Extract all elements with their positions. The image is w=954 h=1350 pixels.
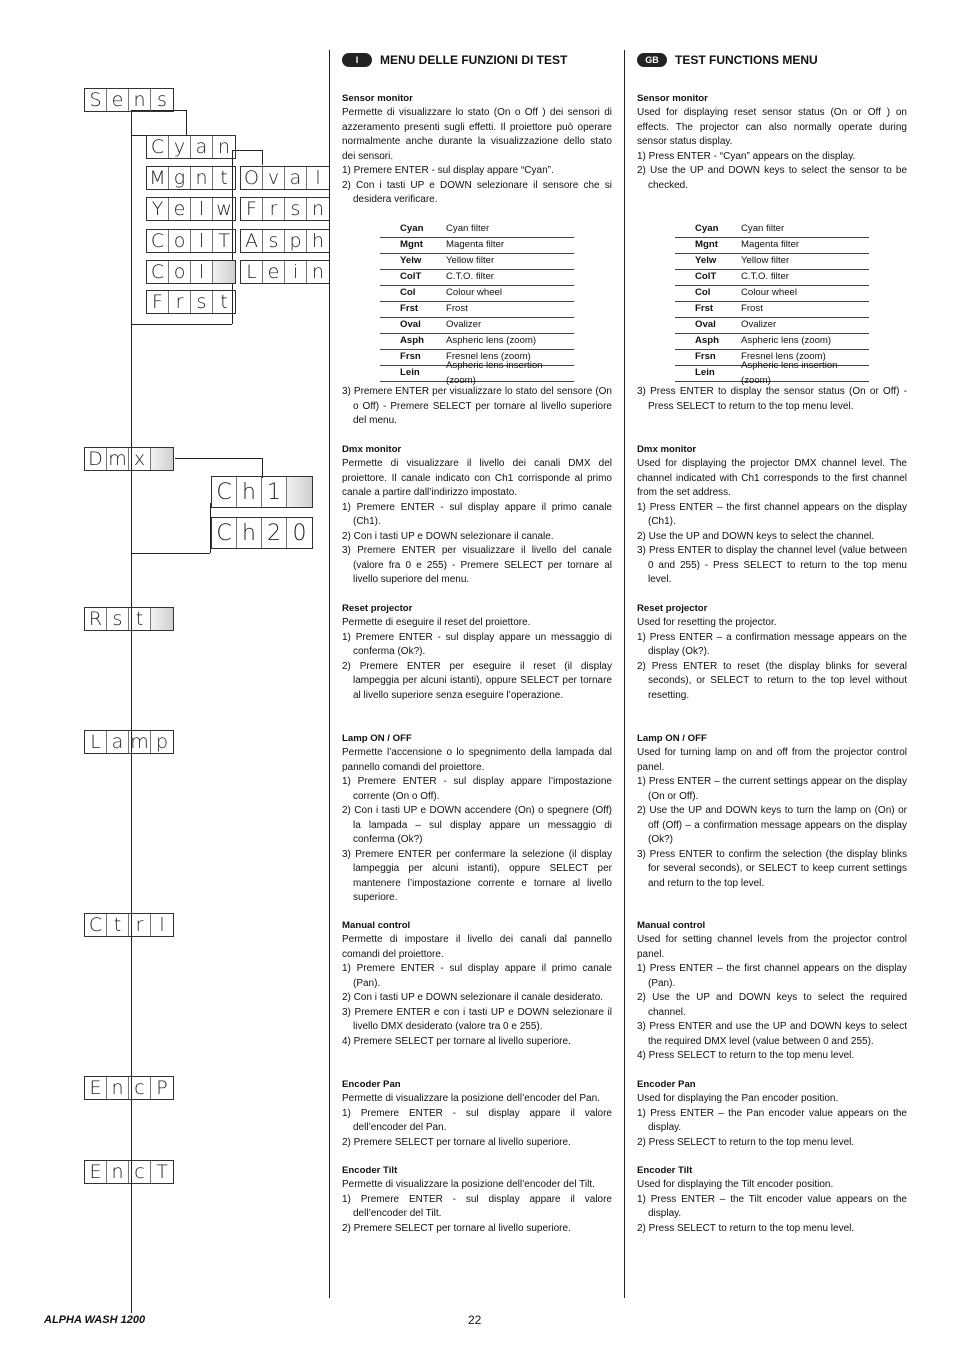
display-char: P: [156, 1077, 168, 1099]
section-steps: [342, 631, 612, 704]
display-char: C: [212, 518, 237, 548]
language-badge: GB: [637, 53, 667, 67]
list-item: 1) Press ENTER – the first channel appears on the display (Pan).: [637, 963, 907, 989]
sensor-description: Colour wheel: [446, 287, 502, 299]
section-title: Sensor monitor: [637, 93, 708, 104]
display-char: r: [169, 291, 191, 313]
section-paragraph: Used for displaying the Pan encoder position.: [637, 1093, 839, 1104]
display-char: C: [147, 136, 169, 158]
column-english: [637, 52, 907, 1302]
sensor-code: Lein: [695, 367, 715, 379]
list-item: 2) Premere SELECT per tornare al livello superiore.: [342, 1136, 571, 1148]
tree-line-right-top-down: [262, 150, 263, 165]
section-paragraph: Used for displaying the projector DMX channel level. The channel indicated with Ch1 corresponds to the first channel from the set address.: [637, 458, 907, 498]
display-char: n: [129, 89, 151, 111]
display-char: y: [169, 136, 191, 158]
section-steps: [342, 1193, 612, 1237]
display-char: p: [155, 731, 169, 753]
tree-line-dmx-down: [262, 458, 263, 478]
sensor-code: Lein: [400, 367, 420, 379]
display-char: F: [241, 198, 263, 220]
table-row: [675, 360, 869, 386]
sensor-description: Aspheric lens (zoom): [741, 335, 832, 347]
sensor-description: Magenta filter: [446, 239, 505, 251]
sensor-description: C.T.O. filter: [446, 271, 494, 283]
sensor-description: Aspheric lens insertion (zoom): [741, 360, 838, 386]
section-title: Encoder Tilt: [637, 1165, 693, 1176]
section-lamp: [637, 732, 907, 891]
section-title: Reset projector: [342, 603, 413, 614]
display-char: x: [129, 448, 151, 470]
sensor-code: Frst: [695, 303, 714, 315]
section-sensor-monitor: [637, 92, 907, 193]
list-item: 1) Press ENTER – the Pan encoder value appears on the display.: [637, 1107, 907, 1133]
display-char: n: [311, 261, 325, 283]
table-row: [380, 334, 574, 350]
display-char: C: [147, 230, 169, 252]
table-row: [675, 286, 869, 302]
list-item: 3) Press ENTER to display the sensor status (On or Off) - Press SELECT to return to the top menu level.: [637, 386, 907, 412]
tree-line-sens-down: [186, 110, 187, 135]
footer-product-name: ALPHA WASH 1200: [44, 1314, 146, 1326]
section-paragraph: Permette di eseguire il reset del proiettore.: [342, 617, 531, 628]
display-char: l: [191, 198, 213, 220]
display-sens: [84, 88, 174, 112]
display-char: C: [147, 261, 169, 283]
display-char: s: [285, 198, 307, 220]
sensor-code: Frst: [400, 303, 419, 315]
display-char: M: [147, 167, 169, 189]
display-char: n: [191, 167, 213, 189]
list-item: 2) Use the UP and DOWN keys to select the channel.: [637, 530, 875, 542]
display-char: T: [218, 230, 230, 252]
section-steps: [637, 775, 907, 891]
section-paragraph: Used for resetting the projector.: [637, 617, 777, 628]
page-number: 22: [468, 1313, 482, 1327]
section-lamp: [342, 732, 612, 906]
display-char: t: [220, 167, 228, 189]
section-paragraph: Permette di visualizzare il livello dei canali DMX del proiettore. Il canale indicato con Ch1 corrisponde al primo canale a partire dall’indirizzo impostato.: [342, 458, 612, 498]
list-item: 3) Premere ENTER per visualizzare il livello del canale (valore fra 0 e 255) - Premere SELECT per tornare al livello superiore del menu.: [342, 545, 612, 585]
sensor-code: Yelw: [400, 255, 422, 267]
section-title: Encoder Pan: [342, 1079, 401, 1090]
section-paragraph: Used for turning lamp on and off from the projector control panel.: [637, 747, 907, 773]
display-dmx: [84, 447, 174, 471]
display-char: E: [85, 1161, 107, 1183]
display-enct: [84, 1160, 174, 1184]
list-item: 1) Press ENTER – the first channel appears on the display (Ch1).: [637, 501, 907, 527]
tree-line-sub: [131, 135, 132, 325]
section-paragraph: Permette di visualizzare lo stato (On o Off ) dei sensori di azzeramento presenti sugli effetti. Il proiettore può operare normalmente anche durante la visualizzazione dello stato dei sensori.: [342, 107, 612, 162]
display-char: a: [107, 731, 129, 753]
display-char: L: [241, 261, 263, 283]
list-item: 1) Press ENTER – the Tilt encoder value appears on the display.: [637, 1193, 907, 1219]
section-sensor-after: [342, 385, 612, 429]
table-row: [380, 302, 574, 318]
sensor-code: Col: [400, 287, 416, 299]
list-item: 2) Use the UP and DOWN keys to select the sensor to be checked.: [637, 165, 907, 191]
sensor-code: Oval: [695, 319, 716, 331]
section-steps: [342, 501, 612, 588]
section-sensor-after: [637, 385, 907, 414]
list-item: 2) Con i tasti UP e DOWN accendere (On) o spegnere (Off) la lampada – sul display appare un messaggio di conferma (Ok?): [342, 805, 612, 845]
sensor-description: Aspheric lens insertion (zoom): [446, 360, 543, 386]
section-paragraph: Permette di impostare il livello dei canali dal pannello comandi del proiettore.: [342, 934, 612, 960]
sensor-code: Oval: [400, 319, 421, 331]
display-char: w: [216, 198, 232, 220]
list-item: 2) Use the UP and DOWN keys to select the required channel.: [637, 992, 907, 1018]
display-char: n: [107, 1161, 129, 1183]
section-steps: [637, 501, 907, 588]
list-item: 2) Con i tasti UP e DOWN selezionare il canale desiderato.: [342, 992, 604, 1003]
display-char: [151, 448, 173, 470]
section-manual-control: [342, 919, 612, 1049]
display-char: n: [311, 198, 325, 220]
display-char: C: [85, 914, 107, 936]
section-sensor-monitor: [342, 92, 612, 208]
display-colt: [146, 229, 236, 253]
sensor-code: Asph: [695, 335, 719, 347]
section-reset-projector: [342, 602, 612, 703]
section-title: Lamp ON / OFF: [342, 733, 412, 744]
column-italian: [342, 52, 612, 1302]
sensor-description: Yellow filter: [741, 255, 790, 267]
section-paragraph: Permette di visualizzare la posizione dell’encoder del Pan.: [342, 1093, 600, 1104]
column-divider-right: [624, 50, 625, 1298]
sensor-code: Mgnt: [400, 239, 423, 251]
section-paragraph: Used for displaying the Tilt encoder position.: [637, 1179, 834, 1190]
display-char: h: [237, 477, 262, 507]
table-row: [675, 270, 869, 286]
sensor-description: Fresnel lens (zoom): [741, 351, 826, 363]
display-char: [151, 608, 173, 630]
sensor-code: Frsn: [695, 351, 716, 363]
list-item: 2) Press ENTER to reset (the display blinks for several seconds), or SELECT to return to the top level without resetting.: [637, 660, 907, 701]
tree-line-right-top: [232, 150, 262, 151]
display-char: o: [169, 261, 191, 283]
table-row: [380, 360, 574, 386]
display-char: c: [129, 1161, 151, 1183]
sensor-code: Frsn: [400, 351, 421, 363]
sensor-description: Frost: [741, 303, 763, 315]
display-col: [146, 260, 236, 284]
display-char: s: [191, 291, 213, 313]
section-paragraph: Permette l’accensione o lo spegnimento della lampada dal pannello comandi del proiettore.: [342, 747, 612, 773]
column-divider-left: [329, 50, 330, 1298]
display-encp: [84, 1076, 174, 1100]
table-row: [380, 318, 574, 334]
heading-text: TEST FUNCTIONS MENU: [675, 52, 818, 67]
section-steps: [342, 164, 612, 208]
display-mgnt: [146, 166, 236, 190]
table-row: [675, 334, 869, 350]
display-char: r: [263, 198, 285, 220]
display-char: l: [315, 167, 321, 189]
section-steps: [637, 1193, 907, 1237]
display-char: Y: [147, 198, 169, 220]
table-row: [675, 254, 869, 270]
sensor-description: Frost: [446, 303, 468, 315]
section-steps: [637, 1107, 907, 1151]
table-row: [380, 238, 574, 254]
section-title: Reset projector: [637, 603, 708, 614]
display-char: e: [263, 261, 285, 283]
display-cyan: [146, 135, 236, 159]
sensor-code: Mgnt: [695, 239, 718, 251]
section-reset-projector: [637, 602, 907, 703]
section-steps: [637, 385, 907, 414]
display-char: s: [157, 89, 167, 111]
section-paragraph: Used for setting channel levels from the projector control panel.: [637, 934, 907, 960]
sensor-description: Fresnel lens (zoom): [446, 351, 531, 363]
section-dmx-monitor: [637, 443, 907, 588]
section-steps: [637, 150, 907, 194]
list-item: 1) Premere ENTER - sul display appare il valore dell’encoder del Pan.: [342, 1107, 612, 1133]
display-char: T: [156, 1161, 168, 1183]
display-char: i: [285, 261, 307, 283]
table-row: [675, 302, 869, 318]
display-frsn: [240, 197, 330, 221]
display-lamp: [84, 730, 174, 754]
display-char: m: [129, 731, 151, 753]
list-item: 3) Press ENTER to display the channel level (value between 0 and 255) - Press SELECT to return to the top menu level.: [637, 545, 907, 585]
section-title: Manual control: [637, 920, 706, 931]
section-encoder-pan: [637, 1078, 907, 1150]
sensor-code: Asph: [400, 335, 424, 347]
sensor-description: Cyan filter: [741, 223, 785, 235]
sensor-description: Yellow filter: [446, 255, 495, 267]
sensor-code: Col: [695, 287, 711, 299]
display-char: e: [169, 198, 191, 220]
display-char: s: [263, 230, 285, 252]
section-title: Lamp ON / OFF: [637, 733, 707, 744]
sensor-code: Yelw: [695, 255, 717, 267]
section-steps: [342, 1107, 612, 1151]
language-badge: I: [342, 53, 372, 67]
section-title: Sensor monitor: [342, 93, 413, 104]
display-char: n: [217, 136, 231, 158]
tree-line-dmx: [175, 458, 262, 459]
list-item: 2) Press SELECT to return to the top menu level.: [637, 1136, 855, 1148]
section-paragraph: Permette di visualizzare la posizione dell’encoder del Tilt.: [342, 1179, 595, 1190]
sensor-description: Aspheric lens (zoom): [446, 335, 537, 347]
heading-italian: [342, 52, 612, 68]
display-char: t: [107, 914, 129, 936]
sensor-code: Cyan: [695, 223, 719, 235]
display-oval: [240, 166, 330, 190]
display-asph: [240, 229, 330, 253]
display-char: 0: [292, 520, 307, 546]
section-title: Encoder Tilt: [342, 1165, 398, 1176]
list-item: 2) Use the UP and DOWN keys to turn the lamp on (On) or off (Off) – a confirmation message appears on the display (Ok?): [637, 805, 907, 845]
display-char: a: [285, 167, 307, 189]
section-steps: [637, 962, 907, 1064]
tree-line-ch-bottom: [131, 553, 210, 554]
table-row: [380, 270, 574, 286]
list-item: 2) Press SELECT to return to the top menu level.: [637, 1222, 855, 1234]
display-char: 1: [262, 477, 287, 507]
list-item: 1) Premere ENTER - sul display appare “Cyan”.: [342, 165, 554, 176]
display-char: l: [191, 230, 213, 252]
sensor-description: Ovalizer: [446, 319, 482, 331]
section-steps: [342, 385, 612, 429]
section-title: Dmx monitor: [342, 444, 402, 455]
display-char: E: [85, 1077, 107, 1099]
display-char: s: [107, 608, 129, 630]
sensor-description: Colour wheel: [741, 287, 797, 299]
list-item: 3) Press ENTER and use the UP and DOWN keys to select the required DMX level (value between 0 and 255).: [637, 1021, 907, 1047]
list-item: 3) Press ENTER to confirm the selection (the display blinks for several seconds), or SELECT to keep current settings and return to the top level.: [637, 848, 907, 889]
display-char: r: [129, 914, 151, 936]
section-steps: [637, 631, 907, 704]
display-char: R: [85, 608, 107, 630]
display-lein: [240, 260, 330, 284]
list-item: 4) Press SELECT to return to the top menu level.: [637, 1050, 855, 1061]
list-item: 1) Press ENTER – the current settings appear on the display (On or Off).: [637, 776, 907, 802]
heading-english: [637, 52, 907, 68]
list-item: 3) Premere ENTER per visualizzare lo stato del sensore (On o Off) - Premere SELECT per tornare al livello superiore del menu.: [342, 386, 612, 426]
display-char: h: [237, 518, 262, 548]
section-encoder-pan: [342, 1078, 612, 1150]
table-row: [675, 222, 869, 238]
sensor-table: [675, 222, 869, 386]
display-char: A: [241, 230, 263, 252]
section-paragraph: Used for displaying reset sensor status (On or Off ) on effects. The projector can also normally operate during sensor status display.: [637, 107, 907, 147]
list-item: 3) Premere ENTER per confermare la selezione (il display lampeggia per alcuni istanti), oppure SELECT per mantenere l’impostazione corrente e tornare al livello superiore.: [342, 848, 612, 903]
display-char: C: [212, 477, 237, 507]
display-char: [213, 261, 235, 283]
section-title: Manual control: [342, 920, 411, 931]
display-rst: [84, 607, 174, 631]
sensor-code: ColT: [400, 271, 422, 283]
list-item: 1) Premere ENTER - sul display appare un messaggio di conferma (Ok?).: [342, 631, 612, 657]
list-item: 3) Premere ENTER e con i tasti UP e DOWN selezionare il livello DMX desiderato (valore tra 0 e 255).: [342, 1006, 612, 1032]
list-item: 1) Premere ENTER - sul display appare il primo canale (Pan).: [342, 963, 612, 989]
sensor-description: Cyan filter: [446, 223, 490, 235]
display-ctrl: [84, 913, 174, 937]
sensor-table: [380, 222, 574, 386]
heading-text: MENU DELLE FUNZIONI DI TEST: [380, 52, 568, 67]
display-char: h: [311, 230, 325, 252]
list-item: 1) Premere ENTER - sul display appare l’impostazione corrente (On o Off).: [342, 776, 612, 802]
section-manual-control: [637, 919, 907, 1064]
display-char: L: [85, 731, 107, 753]
display-char: t: [129, 608, 151, 630]
display-char: m: [107, 448, 129, 470]
section-title: Encoder Pan: [637, 1079, 696, 1090]
display-yelw: [146, 197, 236, 221]
list-item: 1) Premere ENTER - sul display appare il valore dell’encoder del Tilt.: [342, 1193, 612, 1219]
display-char: a: [191, 136, 213, 158]
list-item: 1) Premere ENTER - sul display appare il primo canale (Ch1).: [342, 501, 612, 527]
sensor-code: ColT: [695, 271, 717, 283]
section-steps: [342, 775, 612, 906]
list-item: 2) Con i tasti UP e DOWN selezionare il sensore che si desidera verificare.: [342, 179, 612, 205]
list-item: 2) Con i tasti UP e DOWN selezionare il canale.: [342, 530, 554, 542]
display-char: l: [159, 914, 165, 936]
section-dmx-monitor: [342, 443, 612, 588]
display-char: p: [285, 230, 307, 252]
section-encoder-tilt: [342, 1164, 612, 1236]
section-title: Dmx monitor: [637, 444, 697, 455]
display-char: c: [129, 1077, 151, 1099]
display-char: l: [191, 261, 213, 283]
display-char: t: [220, 291, 228, 313]
table-row: [380, 254, 574, 270]
table-row: [675, 318, 869, 334]
display-frst: [146, 290, 236, 314]
table-row: [675, 238, 869, 254]
display-char: o: [169, 230, 191, 252]
sensor-description: Magenta filter: [741, 239, 800, 251]
display-ch20: [211, 517, 313, 549]
display-char: [287, 477, 312, 507]
list-item: 2) Premere SELECT per tornare al livello superiore.: [342, 1222, 571, 1234]
display-char: g: [169, 167, 191, 189]
sensor-description: Ovalizer: [741, 319, 777, 331]
table-row: [380, 286, 574, 302]
display-char: e: [107, 89, 129, 111]
list-item: 4) Premere SELECT per tornare al livello superiore.: [342, 1035, 571, 1047]
display-char: n: [107, 1077, 129, 1099]
display-char: F: [147, 291, 169, 313]
display-char: D: [85, 448, 107, 470]
table-row: [380, 222, 574, 238]
display-char: O: [241, 167, 263, 189]
sensor-description: C.T.O. filter: [741, 271, 789, 283]
section-steps: [342, 962, 612, 1049]
display-ch1: [211, 476, 313, 508]
list-item: 2) Premere ENTER per eseguire il reset (il display lampeggia per alcuni istanti), oppure SELECT per tornare al livello superiore senza eseguire l’operazione.: [342, 660, 612, 701]
display-char: 2: [262, 518, 287, 548]
sensor-code: Cyan: [400, 223, 424, 235]
section-encoder-tilt: [637, 1164, 907, 1236]
list-item: 1) Press ENTER – a confirmation message appears on the display (Ok?).: [637, 631, 907, 657]
list-item: 1) Press ENTER - “Cyan” appears on the display.: [637, 150, 856, 162]
display-char: S: [85, 89, 107, 111]
display-char: v: [263, 167, 285, 189]
tree-line-right-bottom: [131, 324, 232, 325]
